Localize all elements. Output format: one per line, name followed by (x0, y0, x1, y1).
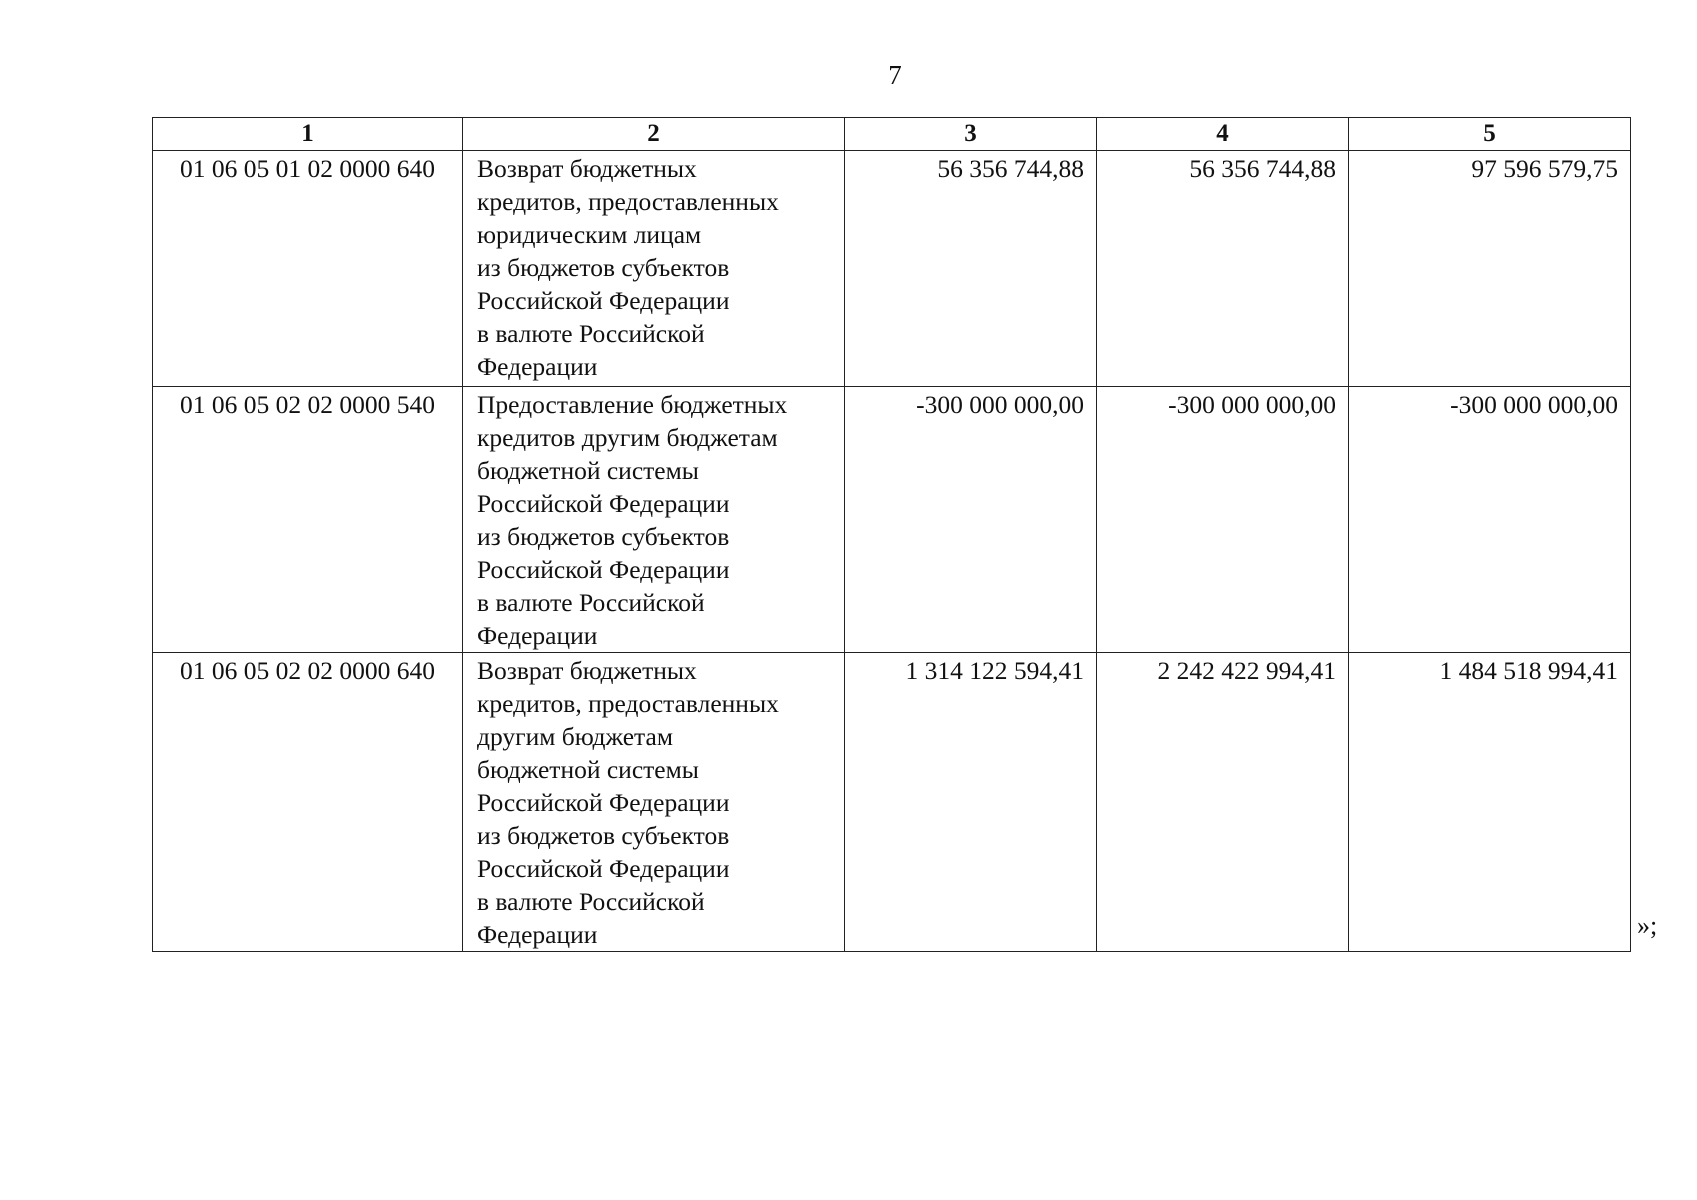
column-header-3: 3 (845, 118, 1097, 151)
amount-col5-cell: 1 484 518 994,41 (1349, 653, 1631, 952)
column-header-5: 5 (1349, 118, 1631, 151)
column-header-2: 2 (463, 118, 845, 151)
description-line: Федерации (477, 352, 598, 381)
amount-col4-cell: 56 356 744,88 (1097, 151, 1349, 387)
column-header-1: 1 (153, 118, 463, 151)
description-line: другим бюджетам (477, 722, 673, 751)
description-line: Российской Федерации (477, 788, 730, 817)
description-line: из бюджетов субъектов (477, 253, 730, 282)
description-line: Предоставление бюджетных (477, 390, 788, 419)
description-line: Российской Федерации (477, 489, 730, 518)
description-line: в валюте Российской (477, 887, 705, 916)
description-line: Российской Федерации (477, 555, 730, 584)
budget-code-cell: 01 06 05 02 02 0000 640 (153, 653, 463, 952)
description-line: бюджетной системы (477, 456, 699, 485)
description-line: кредитов, предоставленных (477, 187, 779, 216)
description-line: кредитов, предоставленных (477, 689, 779, 718)
description-cell (463, 151, 845, 387)
description-line: из бюджетов субъектов (477, 821, 730, 850)
budget-table (152, 117, 1631, 952)
description-line: кредитов другим бюджетам (477, 423, 778, 452)
amount-col3-cell: 56 356 744,88 (845, 151, 1097, 387)
page-number: 7 (888, 60, 902, 90)
description-line: юридическим лицам (477, 220, 702, 249)
table-row (153, 151, 1631, 387)
budget-code-cell: 01 06 05 02 02 0000 540 (153, 387, 463, 653)
description-line: бюджетной системы (477, 755, 699, 784)
table-row (153, 653, 1631, 952)
amount-col3-cell: 1 314 122 594,41 (845, 653, 1097, 952)
description-cell (463, 653, 845, 952)
description-line: Возврат бюджетных (477, 656, 697, 685)
description-line: в валюте Российской (477, 319, 705, 348)
description-line: Российской Федерации (477, 286, 730, 315)
budget-code-cell: 01 06 05 01 02 0000 640 (153, 151, 463, 387)
description-cell (463, 387, 845, 653)
description-line: Федерации (477, 920, 598, 949)
amount-col4-cell: 2 242 422 994,41 (1097, 653, 1349, 952)
description-line: из бюджетов субъектов (477, 522, 730, 551)
column-header-4: 4 (1097, 118, 1349, 151)
table-row (153, 387, 1631, 653)
description-line: Федерации (477, 621, 598, 650)
description-line: Возврат бюджетных (477, 154, 697, 183)
header-row (153, 118, 1631, 151)
amount-col4-cell: -300 000 000,00 (1097, 387, 1349, 653)
description-line: в валюте Российской (477, 588, 705, 617)
amount-col3-cell: -300 000 000,00 (845, 387, 1097, 653)
description-line: Российской Федерации (477, 854, 730, 883)
amount-col5-cell: 97 596 579,75 (1349, 151, 1631, 387)
amount-col5-cell: -300 000 000,00 (1349, 387, 1631, 653)
closing-quote-mark: »; (1637, 911, 1658, 940)
